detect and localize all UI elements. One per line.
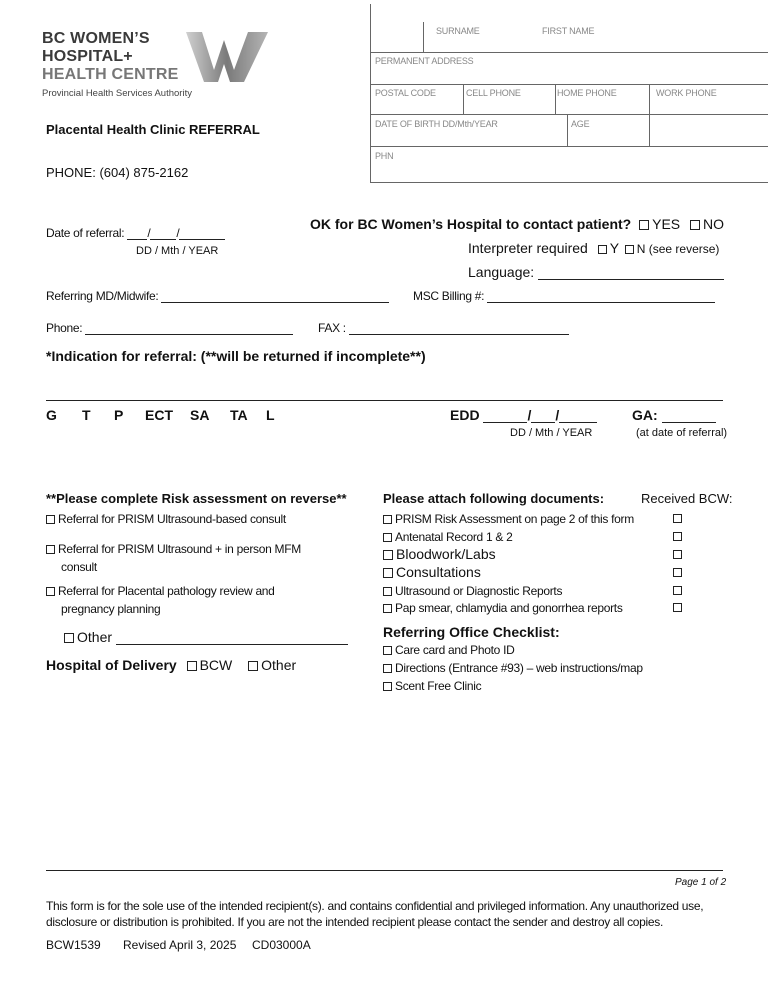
indication-line[interactable] [46,400,723,401]
referring-md-field[interactable] [161,302,389,303]
age-divider [649,114,650,146]
delivery-other-label: Other [261,657,297,673]
fax-label: FAX : [318,321,346,335]
patient-row4-line [370,146,768,147]
language-row [468,264,724,280]
doc-prism-checkbox[interactable] [383,515,392,524]
surname-divider [423,22,424,52]
referring-md-row [46,289,389,303]
checklist-heading: Referring Office Checklist: [383,624,560,640]
contact-no-checkbox[interactable] [690,220,700,230]
doc-item-pap[interactable] [383,601,623,615]
home-divider [649,84,650,114]
indication-heading: *Indication for referral: (**will be returned if incomplete**) [46,348,426,364]
revised-date: Revised April 3, 2025 [123,938,237,952]
logo-line1: BC WOMEN’S [42,30,150,47]
clinic-phone: PHONE: (604) 875-2162 [46,165,189,180]
checklist-directions-checkbox[interactable] [383,664,392,673]
referrer-phone-field[interactable] [85,334,293,335]
risk-other-row [64,629,348,645]
language-label: Language: [468,264,535,280]
doc-item-prism[interactable] [383,512,634,526]
risk-other-label: Other [77,629,113,645]
edd-year-field[interactable] [559,422,597,423]
date-of-referral [46,226,225,240]
checklist-directions-label: Directions (Entrance #93) – web instructions/map [395,661,643,675]
risk-option-ultrasound-consult[interactable] [46,512,286,526]
ok-contact-question: OK for BC Women’s Hospital to contact patient? [310,216,632,232]
fax-field[interactable] [349,334,569,335]
logo-line2: HOSPITAL+ [42,48,133,65]
received-antenatal-checkbox[interactable] [673,532,682,541]
received-prism-checkbox[interactable] [673,514,682,523]
doc-prism-label: PRISM Risk Assessment on page 2 of this form [395,512,634,526]
disclaimer-line1: This form is for the sole use of the intended recipient(s). and contains confidential and privileged information. Any unauthorized use, [46,899,704,913]
delivery-bcw-checkbox[interactable] [187,661,197,671]
risk-ultrasound-label: Referral for PRISM Ultrasound-based consult [58,512,286,526]
edd-day-field[interactable] [483,422,527,423]
date-slash: / [176,226,180,240]
doc-pap-label: Pap smear, chlamydia and gonorrhea reports [395,601,623,615]
ta-label: TA [230,407,248,423]
doc-pap-checkbox[interactable] [383,604,392,613]
referrer-phone-row [46,321,293,335]
language-field[interactable] [538,279,724,280]
doc-ultrasound-label: Ultrasound or Diagnostic Reports [395,584,563,598]
ga-field[interactable] [662,422,716,423]
received-ultrasound-checkbox[interactable] [673,586,682,595]
risk-pathology-label-cont: pregnancy planning [61,602,161,616]
checklist-item-scent-free[interactable] [383,679,481,693]
doc-consultations-checkbox[interactable] [383,568,393,578]
msc-billing-field[interactable] [487,302,715,303]
risk-option-pathology[interactable] [46,584,275,598]
delivery-other-checkbox[interactable] [248,661,258,671]
checklist-care-card-checkbox[interactable] [383,646,392,655]
ect-label: ECT [145,407,173,423]
patient-row2-line [370,84,768,85]
ga-label: GA: [632,407,658,423]
postal-code-field[interactable]: POSTAL CODE [375,88,436,98]
date-slash: / [147,226,151,240]
msc-billing-label: MSC Billing #: [413,289,485,303]
form-number: BCW1539 [46,938,101,952]
interpreter-no-checkbox[interactable] [625,245,634,254]
doc-ultrasound-checkbox[interactable] [383,587,392,596]
risk-other-checkbox[interactable] [64,633,74,643]
l-label: L [266,407,275,423]
edd-format-hint: DD / Mth / YEAR [510,427,593,439]
first-name-field[interactable]: FIRST NAME [542,26,595,36]
delivery-bcw-label: BCW [199,657,233,673]
permanent-address-field[interactable]: PERMANENT ADDRESS [375,56,474,66]
received-consultations-checkbox[interactable] [673,568,682,577]
doc-item-ultrasound[interactable] [383,584,562,598]
ga-note: (at date of referral) [636,427,728,439]
checklist-item-care-card[interactable] [383,643,514,657]
cell-divider [555,84,556,114]
doc-item-antenatal[interactable] [383,530,512,544]
hospital-delivery-label: Hospital of Delivery [46,657,177,673]
received-pap-checkbox[interactable] [673,603,682,612]
contact-yes-checkbox[interactable] [639,220,649,230]
checklist-scent-free-label: Scent Free Clinic [395,679,482,693]
patient-row3-line [370,114,768,115]
interpreter-label: Interpreter required [468,240,588,256]
risk-mfm-label: Referral for PRISM Ultrasound + in person MFM [58,542,301,556]
form-code: CD03000A [252,938,311,952]
edd-label: EDD [450,407,480,423]
risk-heading: **Please complete Risk assessment on reverse** [46,491,347,506]
doc-antenatal-label: Antenatal Record 1 & 2 [395,530,513,544]
edd-slash: / [527,407,532,423]
referring-md-label: Referring MD/Midwife: [46,289,159,303]
postal-divider [463,84,464,114]
date-of-birth-field[interactable]: DATE OF BIRTH DD/Mth/YEAR [375,119,498,129]
ok-contact-row [310,216,724,232]
doc-item-consultations[interactable] [383,564,481,580]
ga-row [632,407,716,423]
patient-row1-line [370,52,768,53]
documents-heading: Please attach following documents: [383,491,605,506]
logo-subtitle: Provincial Health Services Authority [42,88,192,99]
risk-option-mfm-consult[interactable] [46,542,301,556]
logo-line3: HEALTH CENTRE [42,66,179,83]
risk-mfm-checkbox[interactable] [46,545,55,554]
referral-month-field[interactable] [150,239,176,240]
msc-billing-row [413,289,715,303]
doc-consultations-label: Consultations [396,564,481,580]
age-field[interactable]: AGE [571,119,590,129]
interpreter-no-label: N (see reverse) [636,242,720,256]
edd-month-field[interactable] [531,422,555,423]
work-phone-field[interactable]: WORK PHONE [656,88,717,98]
interpreter-row [468,240,719,256]
p-label: P [114,407,124,423]
patient-box-bottom-border [370,182,768,183]
hospital-delivery-row [46,657,296,673]
date-of-referral-label: Date of referral: [46,226,125,240]
form-title: Placental Health Clinic REFERRAL [46,122,260,137]
bcw-logo-mark-icon [184,30,270,84]
edd-slash: / [555,407,560,423]
t-label: T [82,407,91,423]
patient-box-left-border [370,4,371,182]
risk-mfm-label-cont: consult [61,560,97,574]
page-number: Page 1 of 2 [675,877,727,888]
contact-yes-label: YES [652,216,681,232]
received-bloodwork-checkbox[interactable] [673,550,682,559]
footer-divider [46,870,723,871]
g-label: G [46,407,57,423]
referral-day-field[interactable] [127,239,147,240]
interpreter-yes-label: Y [609,240,619,256]
doc-antenatal-checkbox[interactable] [383,533,392,542]
risk-pathology-checkbox[interactable] [46,587,55,596]
checklist-care-card-label: Care card and Photo ID [395,643,515,657]
doc-bloodwork-label: Bloodwork/Labs [396,546,496,562]
date-format-hint: DD / Mth / YEAR [136,245,219,257]
referrer-phone-label: Phone: [46,321,83,335]
risk-other-field[interactable] [116,644,348,645]
phn-field[interactable]: PHN [375,151,394,161]
checklist-item-directions[interactable] [383,661,643,675]
referral-year-field[interactable] [179,239,225,240]
fax-row [318,321,569,335]
disclaimer-line2: disclosure or distribution is prohibited. If you are not the intended recipient please contact the sender and destroy all copies. [46,915,664,929]
doc-bloodwork-checkbox[interactable] [383,550,393,560]
surname-field[interactable]: SURNAME [436,26,480,36]
contact-no-label: NO [703,216,725,232]
home-phone-field[interactable]: HOME PHONE [557,88,617,98]
dob-divider [567,114,568,146]
risk-pathology-label: Referral for Placental pathology review and [58,584,275,598]
doc-item-bloodwork[interactable] [383,546,496,562]
cell-phone-field[interactable]: CELL PHONE [466,88,521,98]
checklist-scent-free-checkbox[interactable] [383,682,392,691]
interpreter-yes-checkbox[interactable] [598,245,607,254]
edd-row [450,407,597,423]
sa-label: SA [190,407,210,423]
risk-ultrasound-checkbox[interactable] [46,515,55,524]
received-bcw-heading: Received BCW: [641,491,733,506]
